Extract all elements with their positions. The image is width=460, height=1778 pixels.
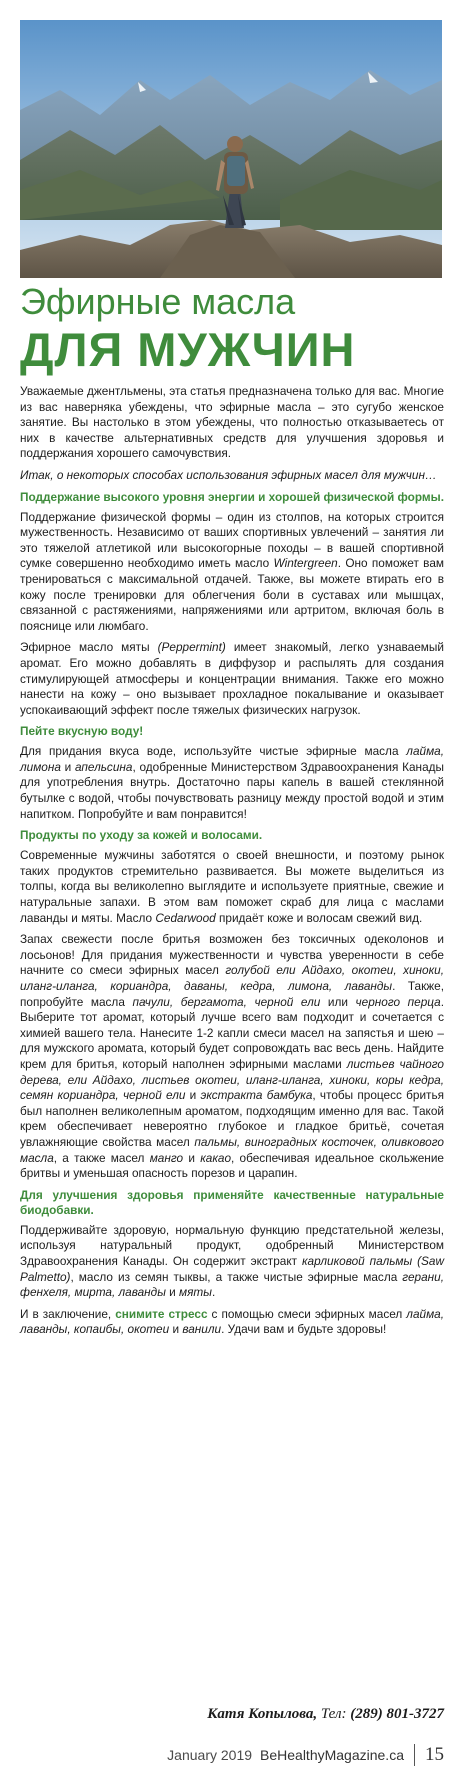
text-run: придаёт коже и волосам свежий вид. — [215, 910, 423, 925]
footer-divider — [414, 1744, 415, 1766]
magazine-site: BeHealthyMagazine.ca — [260, 1747, 404, 1763]
body-paragraph — [20, 848, 444, 926]
section-heading — [20, 828, 444, 843]
page-footer — [20, 1742, 444, 1768]
page-number: 15 — [425, 1744, 444, 1765]
text-run: , обеспечивая идеальное скольжение бритвы и уменьшая опасность порезов и царапин. — [20, 1150, 444, 1181]
text-run: Уважаемые джентльмены, эта статья предназначена только для вас. Многие из вас наверняка убеждены, что эфирные масла – это сугубо женское занятие. Вы настолько в этом убеждены, что полностью отказываетесь от них в качестве альтернативных средств для улучшения здоровья и поддержания хорошего самочувствия. — [20, 384, 444, 461]
italic-term: Wintergreen — [273, 556, 338, 571]
text-run: Для улучшения здоровья применяйте качественные натуральные биодобавки. — [20, 1187, 444, 1217]
hero-photo — [20, 20, 442, 278]
italic-term: манго — [149, 1150, 184, 1165]
phone-label: Тел: — [320, 1706, 347, 1722]
text-run: . — [211, 1285, 216, 1300]
italic-term: герани, фенхеля, мирта, лаванды — [20, 1269, 444, 1300]
text-run: Итак, о некоторых способах использования эфирных масел для мужчин… — [20, 467, 437, 482]
text-run: . Также, попробуйте масла — [20, 979, 444, 1009]
italic-term: Cedarwood — [155, 910, 216, 925]
text-run: , а также масел — [53, 1150, 150, 1165]
text-run: Поддержание физической формы – один из столпов, на которых строится мужественность. Независимо от ваших спортивных увлечений – занятия ли это тяжелой атлетикой или высокогорные походы – в вашей спортивной сумке совершенно необходимо иметь масло — [20, 509, 444, 571]
text-run: и — [185, 1088, 201, 1103]
article-body — [20, 384, 444, 1344]
italic-term: черного перца — [355, 994, 441, 1009]
italic-term: (Peppermint) — [157, 640, 226, 655]
italic-term: экстракта бамбука — [200, 1088, 313, 1103]
body-paragraph — [20, 640, 444, 718]
text-run: . Выберите тот аромат, который лучше всего вам подходит и сочетается с химией вашего тела. Нанесите 1-2 капли смеси масел на запястья и шею – для мужского аромата, который будет сопровождать вас весь день. Найдите крем для бритья, который наполнен эфирными маслами — [20, 994, 444, 1071]
body-paragraph — [20, 932, 444, 1182]
body-paragraph — [20, 1307, 444, 1338]
phone-number: (289) 801-3727 — [350, 1706, 444, 1722]
text-run: Поддержание высокого уровня энергии и хорошей физической формы. — [20, 489, 444, 504]
text-run: Эфирное масло мяты — [20, 640, 158, 655]
italic-term: пальмы, виноградных косточек, оливкового масла — [20, 1134, 444, 1165]
highlight-text: снимите стресс — [115, 1306, 208, 1321]
text-run: Пейте вкусную воду! — [20, 724, 144, 739]
text-run: или — [320, 994, 356, 1009]
section-heading — [20, 490, 444, 505]
italic-term: ванили — [182, 1322, 222, 1337]
text-run: , чтобы процесс бритья был наполнен великолепным ароматом, подходящим именно для вас. Такой крем обеспечивает невероятно глубокое и гладкое бритьё, сочетая увлажняющие свойства масел — [20, 1088, 444, 1149]
body-paragraph — [20, 1223, 444, 1301]
text-run: . Удачи вам и будьте здоровы! — [221, 1322, 387, 1337]
italic-term: листьев чайного дерева, ели Айдахо, листьев окотеи, иланг-иланга, хиноки, коры кедра, семян кориандра, черной ели — [20, 1056, 444, 1103]
italic-term: лайма, лаванды, копаибы, окотеи — [20, 1306, 444, 1337]
text-run: и — [60, 759, 75, 774]
author-name: Катя Копылова, — [207, 1706, 318, 1722]
text-run: Для придания вкуса воде, используйте чистые эфирные масла — [20, 744, 407, 759]
body-paragraph — [20, 744, 444, 822]
italic-term: какао — [200, 1150, 232, 1165]
article-title-line2: ДЛЯ МУЖЧИН — [20, 323, 356, 376]
author-signature — [20, 1705, 444, 1723]
italic-term: мяты — [179, 1285, 212, 1300]
mountain-hiker-illustration — [20, 20, 442, 278]
italic-term: пачули, бергамота, черной ели — [132, 994, 321, 1009]
text-run: , одобренные Министерством Здравоохранения Канады для употребления внутрь. Достаточно пары капель в вашей стеклянной бутылке с водой, чтобы почувствовать разницу между простой водой и этим напитком. Попробуйте и вам понравится! — [20, 759, 444, 821]
text-run: Современные мужчины заботятся о своей внешности, и поэтому рынок таких продуктов стремительно развивается. Вы можете выделиться из толпы, когда вы великолепно выглядите и используете приятные, свежие и натуральные запахи. В этом вам поможет скраб для лица с маслами лаванды и мяты. Масло — [20, 848, 444, 925]
text-run: Продукты по уходу за кожей и волосами. — [20, 828, 263, 843]
section-heading — [20, 724, 444, 739]
italic-term: лайма, лимона — [20, 744, 444, 774]
text-run: с помощью смеси эфирных масел — [207, 1306, 407, 1321]
text-run: . Оно поможет вам тренироваться с максимальной отдачей. Также, вы можете втирать его в кожу после тренировки для облегчения боли в суставах или мышцах, связанной с растяжениями, напряжениями или артритом, включая боль в пояснице или люмбаго. — [20, 556, 444, 633]
section-heading — [20, 1188, 444, 1218]
text-run: И в заключение, — [20, 1306, 116, 1321]
text-run: и — [183, 1150, 201, 1165]
italic-term: карликовой пальмы (Saw Palmetto) — [20, 1253, 444, 1284]
text-run: , масло из семян тыквы, а также чистые эфирные масла — [70, 1269, 403, 1284]
text-run: Поддерживайте здоровую, нормальную функцию предстательной железы, используя натуральный продукт, одобренный Министерством Здравоохранения Канады. Он содержит экстракт — [20, 1222, 444, 1268]
text-run: Запах свежести после бритья возможен без токсичных одеколонов и лосьонов! Для придания мужественности и чувства уверенности в себе начните со смеси эфирных масел — [20, 932, 444, 978]
italic-term: апельсина — [74, 759, 133, 774]
text-run: и — [165, 1285, 180, 1300]
issue-date: January 2019 — [167, 1747, 253, 1763]
body-paragraph — [20, 384, 444, 462]
italic-term: голубой ели Айдахо, окотеи, хиноки, иланг-иланга, кориандра, даваны, кедра, лимона, лаванды — [20, 963, 444, 993]
body-paragraph — [20, 510, 444, 635]
text-run: имеет знакомый, легко узнаваемый аромат. Его можно добавлять в диффузор и распылять для создания стимулирующей атмосферы и концентрации внимания. Также его можно нанести на кожу – оно вызывает прохладное покалывание и оказывает успокаивающий эффект после тяжелых физических нагрузок. — [20, 640, 444, 717]
intro-paragraph — [20, 468, 444, 484]
article-title-line1: Эфирные масла — [20, 281, 296, 322]
text-run: и — [169, 1322, 183, 1337]
